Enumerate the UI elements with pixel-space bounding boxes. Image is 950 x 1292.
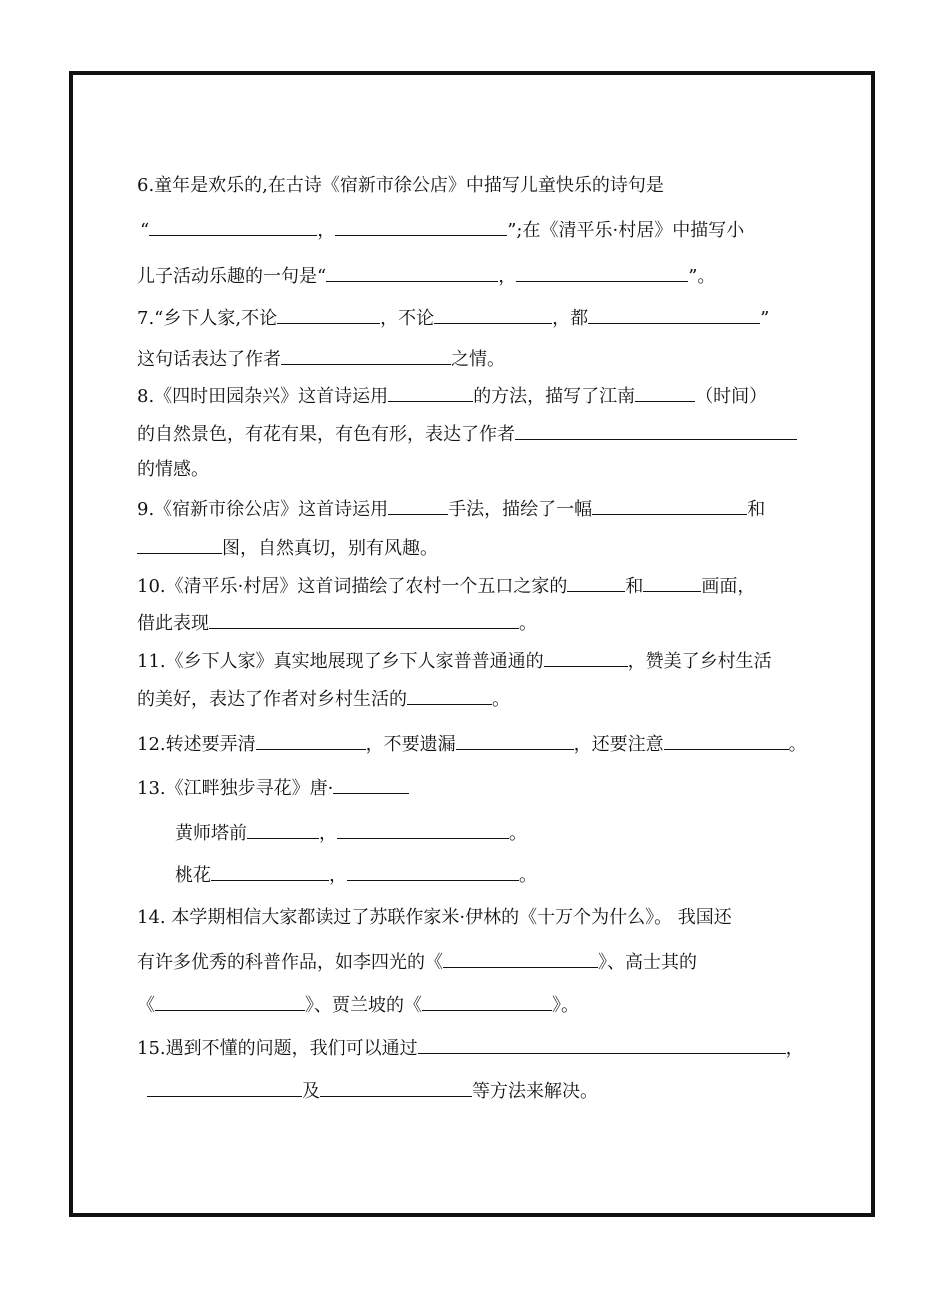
question-10-line-2 [137, 610, 537, 636]
question-12-text-2: ，不要遗漏 [365, 734, 456, 755]
question-7-line-1 [137, 305, 769, 331]
question-15-text: 15.遇到不懂的问题，我们可以通过 [137, 1038, 418, 1059]
question-6-line-1 [137, 174, 664, 198]
question-10-line-1 [137, 573, 755, 599]
question-13-text: 13.《江畔独步寻花》唐· [137, 778, 334, 799]
question-15-line-1 [137, 1035, 804, 1061]
answer-blank[interactable] [256, 731, 366, 750]
question-14-text: 14. 本学期相信大家都读过了苏联作家米·伊林的《十万个为什么》。 我国还 [137, 907, 732, 928]
question-8-text: 8.《四时田园杂兴》这首诗运用 [137, 386, 389, 407]
answer-blank[interactable] [516, 263, 688, 282]
question-14-line-3 [137, 992, 579, 1018]
answer-blank[interactable] [155, 992, 305, 1011]
answer-blank[interactable] [422, 992, 552, 1011]
answer-blank[interactable] [418, 1035, 786, 1054]
question-6-text: 6.童年是欢乐的,在古诗《宿新市徐公店》中描写儿童快乐的诗句是 [137, 175, 664, 196]
answer-blank[interactable] [320, 1078, 472, 1097]
question-7-text-4: 这句话表达了作者 [137, 349, 281, 370]
answer-blank[interactable] [515, 421, 797, 440]
answer-blank[interactable] [149, 217, 317, 236]
answer-blank[interactable] [211, 862, 329, 881]
question-13-line-2 [175, 820, 527, 846]
question-7-line-2 [137, 346, 505, 372]
answer-blank[interactable] [388, 496, 448, 515]
question-14-line-1 [137, 906, 732, 930]
question-12-text: 12.转述要弄清 [137, 734, 256, 755]
answer-blank[interactable] [335, 217, 507, 236]
question-7-text: 7.“乡下人家,不论 [137, 308, 278, 329]
answer-blank[interactable] [434, 305, 552, 324]
answer-blank[interactable] [209, 610, 519, 629]
comma: ， [785, 1038, 804, 1059]
question-8-text-5: 的情感。 [137, 459, 209, 480]
answer-blank[interactable] [147, 1078, 302, 1097]
question-13-line-3 [175, 862, 537, 888]
close-bracket: 》。 [552, 995, 579, 1016]
open-bracket: 《 [137, 995, 155, 1016]
question-11-text: 11.《乡下人家》真实地展现了乡下人家普普通通的 [137, 651, 544, 672]
question-9-line-2 [137, 535, 438, 561]
question-6-text-2: ”;在《清平乐·村居》中描写小 [507, 220, 745, 241]
comma: ， [498, 266, 517, 287]
answer-blank[interactable] [277, 305, 380, 324]
comma: ， [319, 823, 337, 844]
question-10-text-2: 和 [625, 576, 644, 597]
answer-blank[interactable] [407, 686, 492, 705]
poem-line-start: 桃花 [175, 865, 211, 886]
period: 。 [519, 613, 537, 634]
question-10-text: 10.《清平乐·村居》这首词描绘了农村一个五口之家的 [137, 576, 568, 597]
answer-blank[interactable] [333, 775, 409, 794]
answer-blank[interactable] [635, 383, 695, 402]
question-9-text-3: 和 [747, 499, 766, 520]
question-6-line-2 [140, 217, 744, 243]
question-6-line-3 [137, 263, 715, 289]
question-11-line-1 [137, 648, 772, 674]
question-15-text-3: 等方法来解决。 [472, 1081, 598, 1102]
question-7-text-2: ，不论 [380, 308, 435, 329]
question-8-line-2 [137, 421, 797, 447]
question-9-text: 9.《宿新市徐公店》这首诗运用 [137, 499, 389, 520]
question-8-line-1 [137, 383, 767, 409]
question-14-text-2: 有许多优秀的科普作品，如李四光的《 [137, 952, 443, 973]
question-11-text-3: 的美好，表达了作者对乡村生活的 [137, 689, 407, 710]
answer-blank[interactable] [247, 820, 319, 839]
question-9-line-1 [137, 496, 765, 522]
period: 。 [509, 823, 527, 844]
close-quote: ” [760, 308, 770, 329]
answer-blank[interactable] [281, 346, 451, 365]
question-6-text-3: 儿子活动乐趣的一句是“ [137, 266, 327, 287]
question-7-text-5: 之情。 [451, 349, 505, 370]
question-14-line-2 [137, 949, 697, 975]
question-12-line [137, 731, 807, 757]
answer-blank[interactable] [443, 949, 598, 968]
answer-blank[interactable] [664, 731, 789, 750]
comma: ， [329, 865, 347, 886]
answer-blank[interactable] [347, 862, 519, 881]
comma: ， [317, 220, 336, 241]
period: 。 [492, 689, 510, 710]
answer-blank[interactable] [326, 263, 498, 282]
close-quote: ”。 [688, 266, 716, 287]
question-15-text-2: 及 [302, 1081, 320, 1102]
open-quote: “ [140, 220, 150, 241]
answer-blank[interactable] [643, 573, 701, 592]
question-11-line-2 [137, 686, 510, 712]
question-8-line-3 [137, 458, 209, 482]
question-9-text-4: 图，自然真切，别有风趣。 [222, 538, 438, 559]
answer-blank[interactable] [588, 305, 760, 324]
answer-blank[interactable] [544, 648, 628, 667]
question-12-text-3: ，还要注意 [573, 734, 664, 755]
answer-blank[interactable] [456, 731, 574, 750]
question-10-text-4: 借此表现 [137, 613, 209, 634]
answer-blank[interactable] [388, 383, 473, 402]
question-10-text-3: 画面， [701, 576, 756, 597]
question-14-text-4: 》、贾兰坡的《 [305, 995, 422, 1016]
answer-blank[interactable] [337, 820, 509, 839]
question-8-text-3: （时间） [695, 386, 768, 407]
question-8-text-2: 的方法，描写了江南 [473, 386, 636, 407]
question-9-text-2: 手法，描绘了一幅 [448, 499, 593, 520]
period: 。 [788, 734, 807, 755]
answer-blank[interactable] [137, 535, 222, 554]
answer-blank[interactable] [592, 496, 747, 515]
answer-blank[interactable] [567, 573, 625, 592]
question-11-text-2: ，赞美了乡村生活 [627, 651, 772, 672]
question-14-text-3: 》、高士其的 [598, 952, 697, 973]
question-13-title [137, 775, 409, 801]
question-7-text-3: ，都 [552, 308, 589, 329]
question-15-line-2 [147, 1078, 598, 1104]
question-8-text-4: 的自然景色，有花有果，有色有形，表达了作者 [137, 424, 515, 445]
period: 。 [519, 865, 537, 886]
poem-line-start: 黄师塔前 [175, 823, 247, 844]
